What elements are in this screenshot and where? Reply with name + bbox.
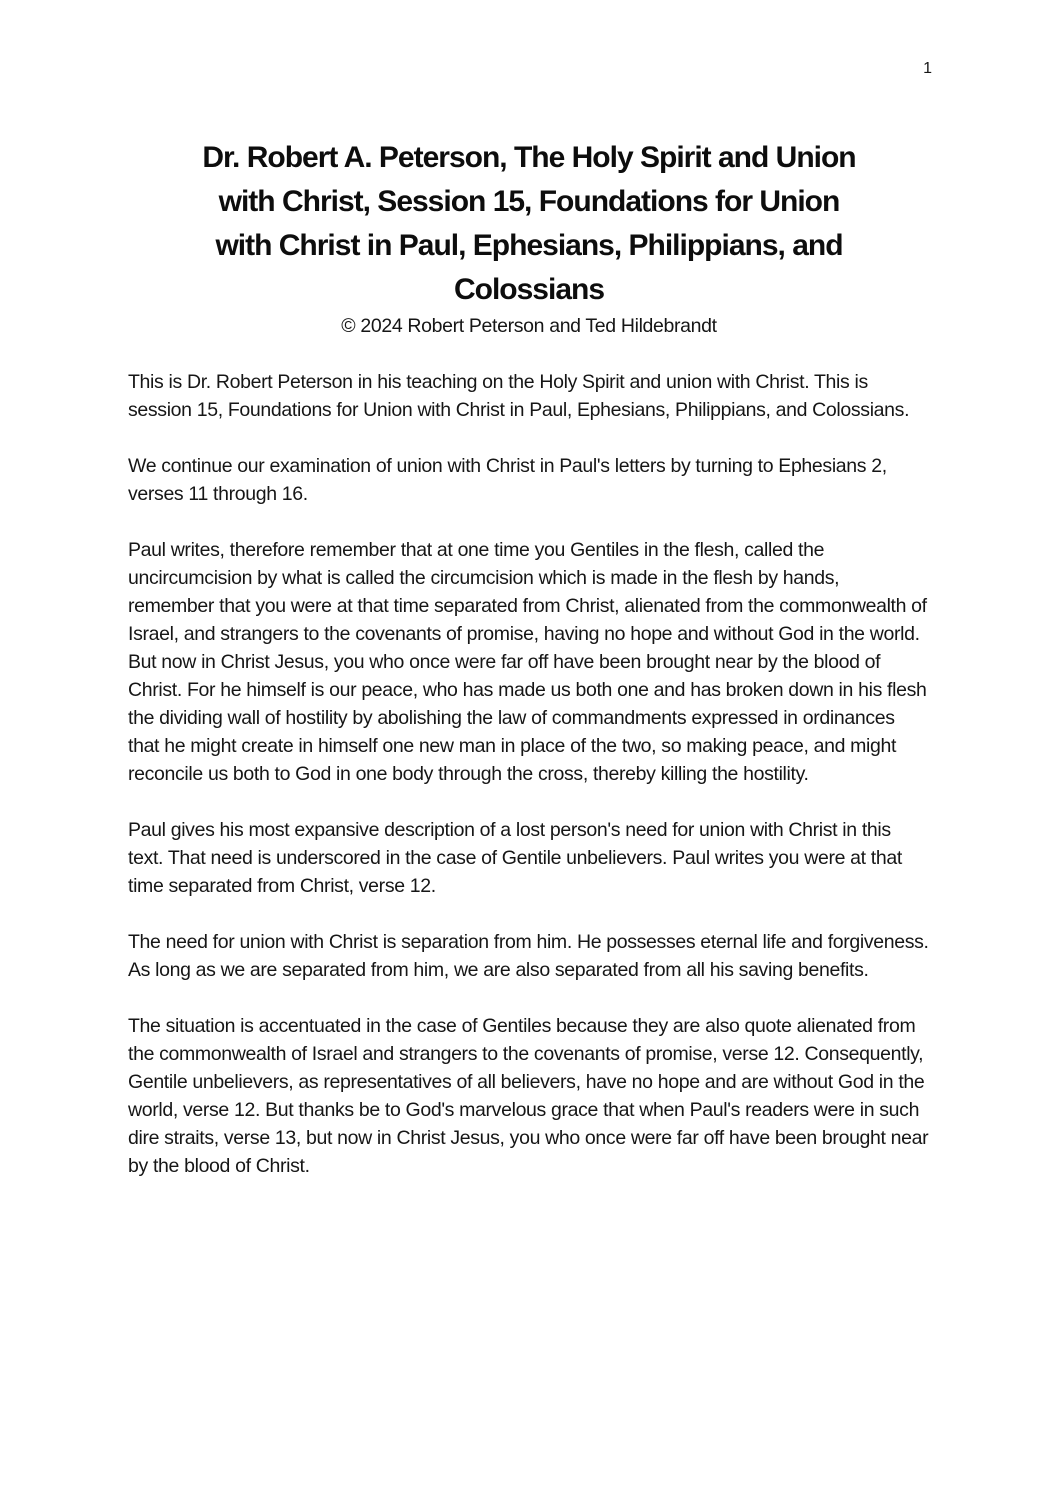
title-line-1: Dr. Robert A. Peterson, The Holy Spirit and Union xyxy=(202,141,856,174)
title-line-4: Colossians xyxy=(453,273,605,306)
paragraph-1: This is Dr. Robert Peterson in his teaching on the Holy Spirit and union with Christ. This is session 15, Foundations for Union with Christ in Paul, Ephesians, Philippians, and Colossians. xyxy=(128,371,910,421)
paragraph-6: The situation is accentuated in the case of Gentiles because they are also quote alienated from the commonwealth of Israel and strangers to the covenants of promise, verse 12. Consequently, Gentile unbelievers, as representatives of all believers, have no hope and are without God in the world, verse 12. But thanks be to God's marvelous grace that when Paul's readers were in such dire straits, verse 13, but now in Christ Jesus, you who once were far off have been brought near by the blood of Christ. xyxy=(128,1015,929,1177)
paragraph-2: We continue our examination of union with Christ in Paul's letters by turning to Ephesians 2, verses 11 through 16. xyxy=(128,455,887,505)
paragraph-4: Paul gives his most expansive description of a lost person's need for union with Christ in this text. That need is underscored in the case of Gentile unbelievers. Paul writes you were at that time separated from Christ, verse 12. xyxy=(128,819,902,897)
document-body xyxy=(128,368,930,1180)
page-number: 1 xyxy=(923,60,932,77)
title-line-3: with Christ in Paul, Ephesians, Philippians, and xyxy=(215,229,843,262)
document-title xyxy=(128,136,930,312)
paragraph-3: Paul writes, therefore remember that at one time you Gentiles in the flesh, called the uncircumcision by what is called the circumcision which is made in the flesh by hands, remember that you were at that time separated from Christ, alienated from the commonwealth of Israel, and strangers to the covenants of promise, having no hope and without God in the world. But now in Christ Jesus, you who once were far off have been brought near by the blood of Christ. For he himself is our peace, who has made us both one and has broken down in his flesh the dividing wall of hostility by abolishing the law of commandments expressed in ordinances that he might create in himself one new man in place of the two, so making peace, and might reconcile us both to God in one body through the cross, thereby killing the hostility. xyxy=(128,539,927,785)
title-line-2: with Christ, Session 15, Foundations for Union xyxy=(218,185,840,218)
paragraph-5: The need for union with Christ is separation from him. He possesses eternal life and forgiveness. As long as we are separated from him, we are also separated from all his saving benefits. xyxy=(128,931,929,981)
copyright-line: © 2024 Robert Peterson and Ted Hildebrandt xyxy=(341,315,717,337)
